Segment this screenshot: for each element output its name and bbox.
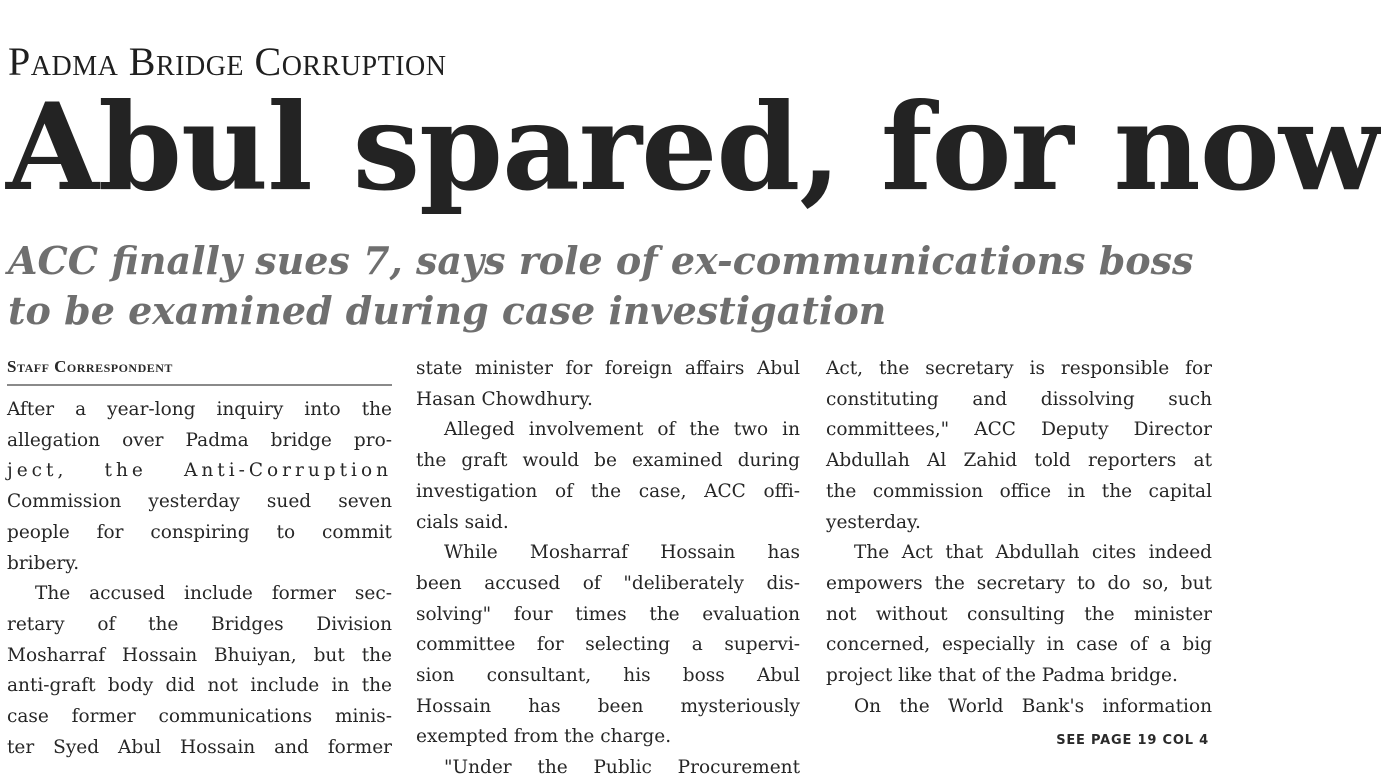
article-line: bribery. (7, 552, 80, 574)
article-line: yesterday. (826, 511, 921, 533)
article-line: Commission yesterday sued seven (7, 491, 392, 513)
kicker: Padma Bridge Corruption (8, 39, 447, 84)
article-line: Alleged involvement of the two in (444, 419, 800, 441)
article-line: cials said. (416, 511, 509, 533)
article-line: anti-graft body did not include in the (7, 675, 392, 697)
article-line: ter Syed Abul Hossain and former (7, 736, 392, 758)
article-line: allegation over Padma bridge pro- (7, 429, 392, 451)
subhead-line-2: to be examined during case investigation (8, 288, 887, 333)
article-line: Act, the secretary is responsible for (826, 358, 1212, 379)
article-line: the commission office in the capital (826, 480, 1212, 502)
article-line: While Mosharraf Hossain has (444, 542, 800, 564)
article-line: not without consulting the minister (826, 603, 1212, 625)
article-line: state minister for foreign affairs Abul (416, 358, 800, 379)
article-line: committees," ACC Deputy Director (826, 419, 1212, 441)
article-line: retary of the Bridges Division (7, 613, 392, 635)
byline: Staff Correspondent (7, 354, 392, 386)
subhead-line-1: ACC finally sues 7, says role of ex-communications boss (8, 238, 1194, 283)
article-line: the graft would be examined during (416, 450, 800, 472)
article-line: been accused of "deliberately dis- (416, 572, 800, 594)
article-line: people for conspiring to commit (7, 521, 392, 543)
article-line: empowers the secretary to do so, but (826, 572, 1212, 594)
article-line: Hossain has been mysteriously (416, 695, 800, 717)
article-column-2 (416, 354, 800, 784)
article-line: constituting and dissolving such (826, 388, 1212, 410)
subhead (8, 236, 1213, 336)
article-line: exempted from the charge. (416, 726, 672, 748)
article-line: The accused include former sec- (35, 583, 392, 605)
article-line: Mosharraf Hossain Bhuiyan, but the (7, 644, 392, 666)
article-line: concerned, especially in case of a big (826, 634, 1212, 656)
continuation-jump-line: SEE PAGE 19 COL 4 (1056, 733, 1209, 748)
article-line: sion consultant, his boss Abul (416, 665, 800, 687)
article-line: On the World Bank's information (854, 695, 1212, 717)
article-line: The Act that Abdullah cites indeed (854, 542, 1212, 564)
article-line: "Under the Public Procurement (444, 757, 800, 779)
article-line: committee for selecting a supervi- (416, 634, 800, 656)
article-line: After a year-long inquiry into the (7, 399, 392, 420)
article-line: solving" four times the evaluation (416, 603, 800, 625)
article-column-3 (826, 354, 1212, 722)
article-column-1 (7, 354, 392, 763)
article-line: ject, the Anti-Corruption (7, 460, 392, 482)
headline: Abul spared, for now (6, 77, 1381, 218)
article-line: case former communications minis- (7, 706, 392, 728)
article-line: Abdullah Al Zahid told reporters at (826, 450, 1212, 472)
article-line: Hasan Chowdhury. (416, 388, 593, 410)
article-line: project like that of the Padma bridge. (826, 665, 1178, 687)
article-line: investigation of the case, ACC offi- (416, 480, 800, 502)
